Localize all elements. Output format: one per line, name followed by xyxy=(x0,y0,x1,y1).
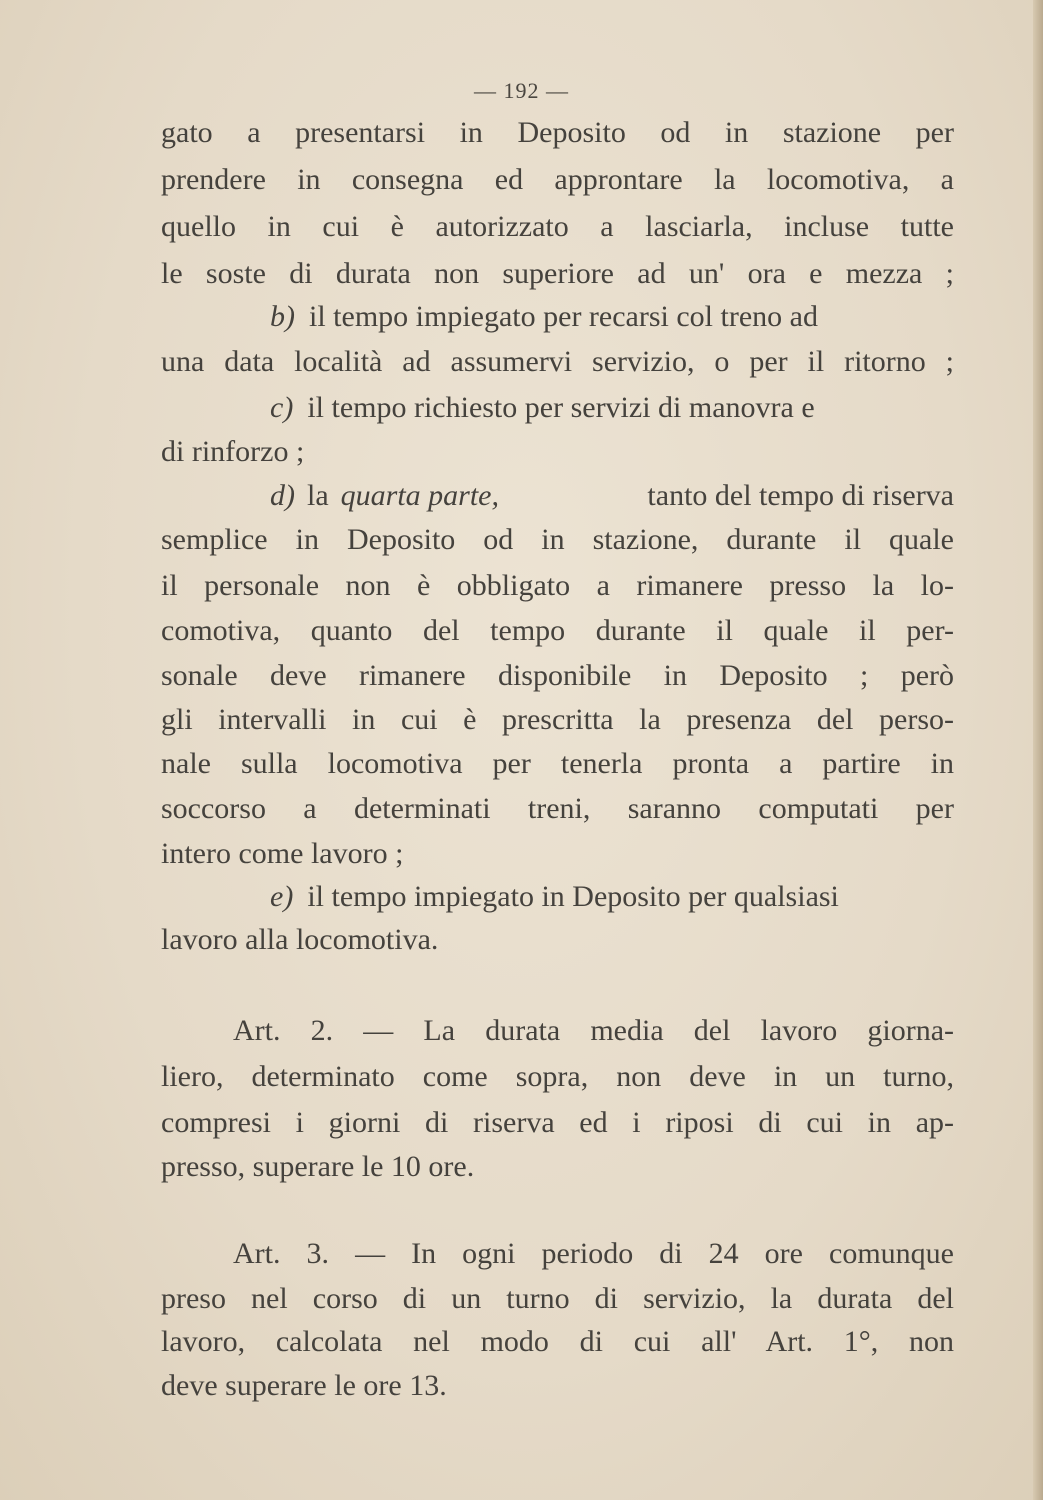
text-line: il tempo impiegato in Deposito per qualsiasi xyxy=(307,880,839,913)
text-line: comotiva, quanto del tempo durante il quale il per- xyxy=(161,614,954,647)
item-label-e: e) xyxy=(270,880,294,913)
item-e xyxy=(270,877,954,917)
text-line: una data località ad assumervi servizio, o per il ritorno ; xyxy=(161,345,954,378)
text-line: tanto del tempo di riserva xyxy=(647,479,954,512)
text-line: le soste di durata non superiore ad un' ora e mezza ; xyxy=(161,257,954,290)
text-line: preso nel corso di un turno di servizio, la durata del xyxy=(161,1282,954,1315)
text-line: lavoro, calcolata nel modo di cui all' Art. 1°, non xyxy=(161,1325,954,1358)
item-b xyxy=(270,297,954,337)
text-line: quello in cui è autorizzato a lasciarla, incluse tutte xyxy=(161,210,954,243)
text-line: deve superare le ore 13. xyxy=(161,1369,447,1402)
text-line: il tempo impiegato per recarsi col treno ad xyxy=(309,300,818,333)
text-line: liero, determinato come sopra, non deve in un turno, xyxy=(161,1060,954,1093)
text-line: intero come lavoro ; xyxy=(161,837,404,870)
text-line: di rinforzo ; xyxy=(161,435,305,468)
text-line: sonale deve rimanere disponibile in Deposito ; però xyxy=(161,659,954,692)
text-line: nale sulla locomotiva per tenerla pronta a partire in xyxy=(161,747,954,780)
item-c xyxy=(270,388,954,428)
page-edge xyxy=(1033,0,1043,1500)
item-label-c: c) xyxy=(270,391,294,424)
text-line: semplice in Deposito od in stazione, durante il quale xyxy=(161,523,954,556)
text-line: gli intervalli in cui è prescritta la presenza del perso- xyxy=(161,703,954,736)
article-3-heading-line: Art. 3. — In ogni periodo di 24 ore comunque xyxy=(233,1237,954,1270)
italic-phrase: quarta parte, xyxy=(340,479,499,512)
text-line: presso, superare le 10 ore. xyxy=(161,1150,475,1183)
text-line: la xyxy=(307,479,329,512)
article-2-heading-line: Art. 2. — La durata media del lavoro giorna- xyxy=(233,1014,954,1047)
item-d xyxy=(270,476,954,516)
text-line: soccorso a determinati treni, saranno computati per xyxy=(161,792,954,825)
text-line: gato a presentarsi in Deposito od in stazione per xyxy=(161,116,954,149)
item-label-b: b) xyxy=(270,300,295,333)
text-line: il personale non è obbligato a rimanere presso la lo- xyxy=(161,569,954,602)
page-number: — 192 — xyxy=(474,78,569,103)
text-line: compresi i giorni di riserva ed i riposi di cui in ap- xyxy=(161,1106,954,1139)
text-line: prendere in consegna ed approntare la locomotiva, a xyxy=(161,163,954,196)
text-line: il tempo richiesto per servizi di manovra e xyxy=(307,391,815,424)
text-line: lavoro alla locomotiva. xyxy=(161,923,439,956)
item-label-d: d) xyxy=(270,479,295,512)
